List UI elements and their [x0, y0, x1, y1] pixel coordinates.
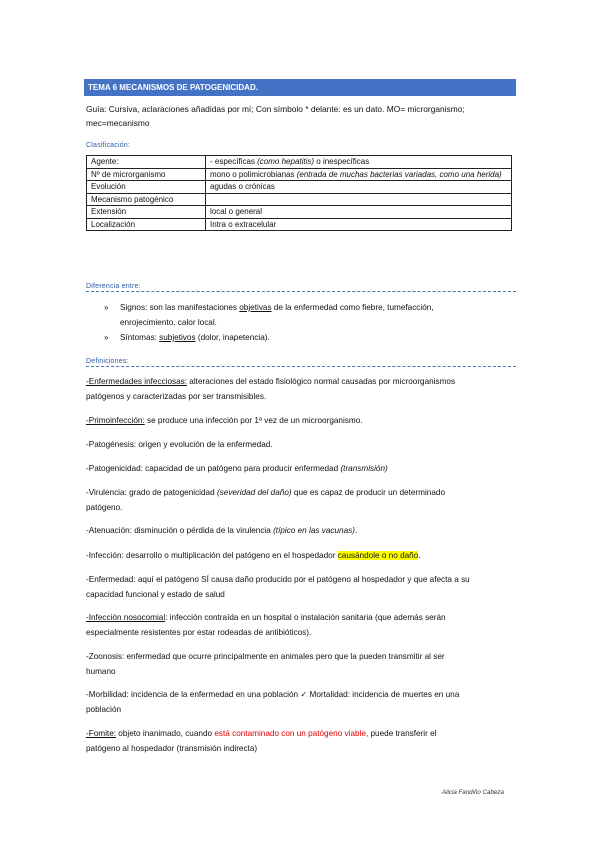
- classification-table: [86, 155, 512, 231]
- list-item: [104, 300, 504, 330]
- definition-paragraph: -Atenuación: disminución o pérdida de la virulencia (típico en las vacunas).: [86, 526, 358, 535]
- definition-paragraph: -Patogenicidad: capacidad de un patógeno para producir enfermedad (transmisión): [86, 464, 388, 473]
- table-cell-value: local o general: [206, 206, 512, 219]
- highlight: causándole o no daño: [337, 551, 419, 560]
- definition-paragraph: -Zoonosis: enfermedad que ocurre principalmente en animales pero que la pueden transmitir al ser humano: [86, 652, 445, 676]
- table-cell-value: [206, 193, 512, 206]
- definition-paragraph: -Virulencia: grado de patogenicidad (severidad del daño) que es capaz de producir un determinado patógeno.: [86, 488, 445, 512]
- table-cell-key: Mecanismo patogénico: [87, 193, 206, 206]
- table-row: [87, 206, 512, 219]
- table-cell-key: Localización: [87, 218, 206, 231]
- section-heading-diferencia: Diferencia entre:: [86, 283, 516, 292]
- table-cell-key: Extensión: [87, 206, 206, 219]
- definition-paragraph: -Primoinfección: se produce una infección por 1ª vez de un microorganismo.: [86, 416, 363, 425]
- table-row: [87, 218, 512, 231]
- table-cell-value: mono o polimicrobianas (entrada de muchas bacterias variadas, como una herida): [206, 168, 512, 181]
- section-heading-definiciones: Definiciones:: [86, 358, 516, 367]
- table-row: [87, 193, 512, 206]
- table-row: [87, 156, 512, 169]
- table-cell-value: agudas o crónicas: [206, 181, 512, 194]
- bullet-icon: »: [104, 333, 109, 342]
- bullet-text: Síntomas: subjetivos (dolor, inapetencia).: [120, 333, 270, 342]
- definition-paragraph: -Morbilidad: incidencia de la enfermedad en una población ✓ Mortalidad: incidencia de muertes en una población: [86, 690, 460, 714]
- guide-line-1: Guía: Cursiva, aclaraciones añadidas por mí; Con símbolo * delante: es un dato. MO= microrganismo;: [86, 104, 465, 114]
- list-item: [104, 330, 504, 345]
- section-heading-clasificacion: Clasificación:: [86, 142, 131, 149]
- table-cell-value: - específicas (como hepatitis) o inespecíficas: [206, 156, 512, 169]
- guide-note: [86, 102, 516, 130]
- definition-paragraph: -Fomite: objeto inanimado, cuando está contaminado con un patógeno viable, puede transferir el patógeno al hospedador (transmisión indirecta): [86, 729, 437, 753]
- definition-paragraph: -Patogénesis: origen y evolución de la enfermedad.: [86, 440, 273, 449]
- definition-paragraph: -Enfermedades infecciosas: alteraciones del estado fisiológico normal causadas por microorganismos patógenos y caracterizadas por ser transmisibles.: [86, 377, 456, 401]
- definition-paragraph: -Infección: desarrollo o multiplicación del patógeno en el hospedador causándole o no daño.: [86, 551, 421, 560]
- table-cell-key: Agente:: [87, 156, 206, 169]
- table-cell-key: Evolución: [87, 181, 206, 194]
- definition-paragraph: -Infección nosocomial: infección contraída en un hospital o instalación sanitaria (que además serán especialmente resistentes por estar rodeadas de antibióticos).: [86, 613, 446, 637]
- table-row: [87, 168, 512, 181]
- guide-line-2: mec=mecanismo: [86, 118, 150, 128]
- author-footer: Alicia Fandiño Cabeza: [442, 789, 504, 796]
- bullet-text: Signos: son las manifestaciones objetivas de la enfermedad como fiebre, tumefacción, enrojecimiento, calor local.: [120, 303, 434, 327]
- table-cell-key: Nº de microrganismo: [87, 168, 206, 181]
- table-cell-value: Intra o extracelular: [206, 218, 512, 231]
- topic-title: TEMA 6 MECANISMOS DE PATOGENICIDAD.: [84, 79, 516, 96]
- definition-paragraph: -Enfermedad: aquí el patógeno SÍ causa daño producido por el patógeno al hospedador y que afecta a su capacidad funcional y estado de salud: [86, 575, 470, 599]
- bullet-icon: »: [104, 303, 109, 312]
- table-row: [87, 181, 512, 194]
